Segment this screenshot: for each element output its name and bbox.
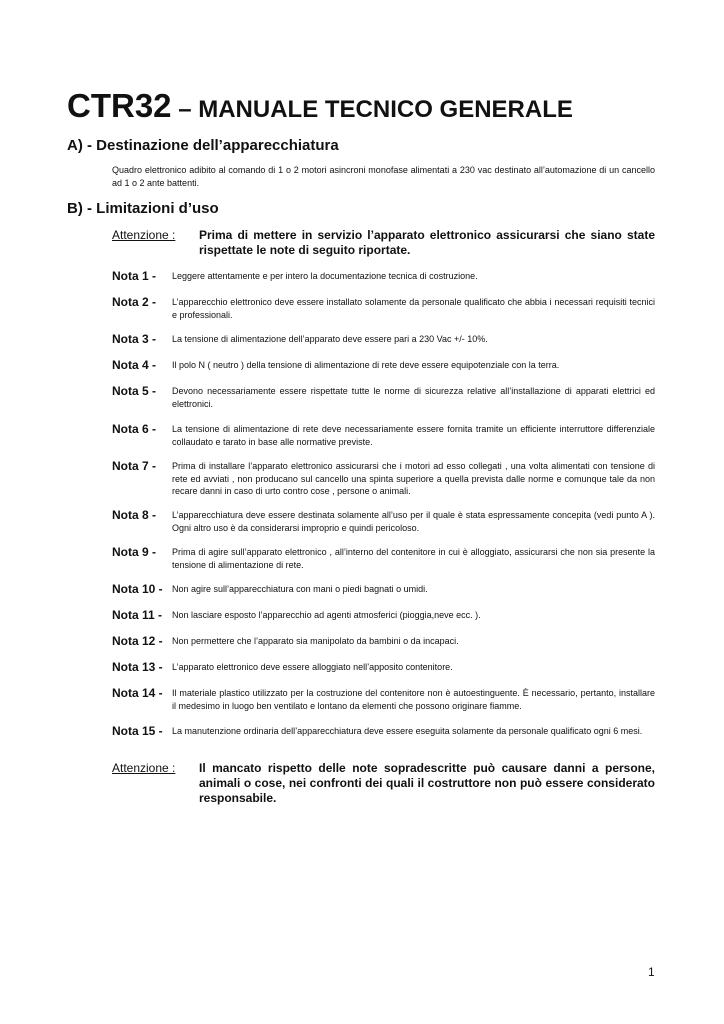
note-label: Nota 6 - [112,422,157,436]
note-12 [112,634,655,648]
warning-closing [112,761,655,806]
note-text: La tensione di alimentazione di rete deve necessariamente essere fornita tramite un efficiente interruttore differenziale collaudato e tarato in base alle normative previste. [172,424,655,447]
note-label: Nota 4 - [112,358,157,372]
section-b-heading: B) - Limitazioni d’uso [67,200,219,217]
note-text: La tensione di alimentazione dell’apparato deve essere pari a 230 Vac +/- 10%. [172,334,488,344]
note-11 [112,608,655,622]
note-5 [112,384,655,410]
title-code: CTR32 [67,87,172,124]
note-text: Non permettere che l’apparato sia manipolato da bambini o da incapaci. [172,636,459,646]
note-label: Nota 3 - [112,332,157,346]
note-label: Nota 2 - [112,295,157,309]
note-text: La manutenzione ordinaria dell’apparecchiatura deve essere eseguita solamente da personale qualificato ogni 6 mesi. [172,726,643,736]
note-label: Nota 8 - [112,508,157,522]
note-text: Prima di installare l’apparato elettronico assicurarsi che i motori ad esso collegati , una volta alimentati con tensione di rete ed avviati , non producano sul cancello una spinta superiore a quella prevista dalle norme e comunque tale da non recare danni in caso di urto contro cose , persone o animali. [172,461,655,496]
note-9 [112,545,655,571]
note-3 [112,332,655,346]
note-15 [112,724,655,738]
warning-text: Prima di mettere in servizio l’apparato elettronico assicurarsi che siano state rispettate le note di seguito riportate. [199,228,655,257]
note-label: Nota 14 - [112,686,163,700]
note-text: Il materiale plastico utilizzato per la costruzione del contenitore non è autoestinguente. È necessario, pertanto, installare il medesimo in luogo ben ventilato e lontano da elementi che possono originare fiamme. [172,688,655,711]
note-text: Devono necessariamente essere rispettate tutte le norme di sicurezza relative all’installazione di apparati elettrici ed elettronici. [172,386,655,409]
document-title [67,88,573,128]
note-8 [112,508,655,534]
warning-label: Attenzione : [112,761,176,775]
note-2 [112,295,655,321]
note-label: Nota 5 - [112,384,157,398]
note-label: Nota 7 - [112,459,157,473]
warning-intro [112,228,655,257]
note-14 [112,686,655,712]
note-label: Nota 15 - [112,724,163,738]
note-label: Nota 11 - [112,608,163,622]
note-label: Nota 12 - [112,634,163,648]
note-text: L’apparato elettronico deve essere alloggiato nell’apposito contenitore. [172,662,453,672]
note-text: L’apparecchiatura deve essere destinata solamente all’uso per il quale è stata espressamente concepita (vedi punto A ). Ogni altro uso è da considerarsi improprio e quindi pericoloso. [172,510,655,533]
warning-label: Attenzione : [112,228,176,242]
note-label: Nota 10 - [112,582,163,596]
title-rest: – MANUALE TECNICO GENERALE [171,96,573,123]
section-a-heading: A) - Destinazione dell’apparecchiatura [67,137,339,154]
note-7 [112,459,655,498]
warning-text: Il mancato rispetto delle note sopradescritte può causare danni a persone, animali o cose, nei confronti dei quali il costruttore non può essere considerato responsabile. [199,761,655,805]
note-6 [112,422,655,448]
note-label: Nota 13 - [112,660,163,674]
note-text: Prima di agire sull’apparato elettronico , all’interno del contenitore in cui è alloggiato, assicurarsi che non sia presente la tensione di alimentazione di rete. [172,547,655,570]
note-1 [112,269,655,283]
note-text: Non lasciare esposto l’apparecchio ad agenti atmosferici (pioggia,neve ecc. ). [172,610,481,620]
note-label: Nota 1 - [112,269,157,283]
page-number: 1 [648,965,655,979]
section-a-text: Quadro elettronico adibito al comando di 1 o 2 motori asincroni monofase alimentati a 230 vac destinato all’automazione di un cancello ad 1 o 2 ante battenti. [112,165,655,188]
note-text: Non agire sull’apparecchiatura con mani o piedi bagnati o umidi. [172,584,428,594]
note-text: Il polo N ( neutro ) della tensione di alimentazione di rete deve essere equipotenziale con la terra. [172,360,560,370]
note-label: Nota 9 - [112,545,157,559]
note-13 [112,660,655,674]
note-10 [112,582,655,596]
note-4 [112,358,655,372]
note-text: Leggere attentamente e per intero la documentazione tecnica di costruzione. [172,271,478,281]
note-text: L’apparecchio elettronico deve essere installato solamente da personale qualificato che abbia i necessari requisiti tecnici e professionali. [172,297,655,320]
